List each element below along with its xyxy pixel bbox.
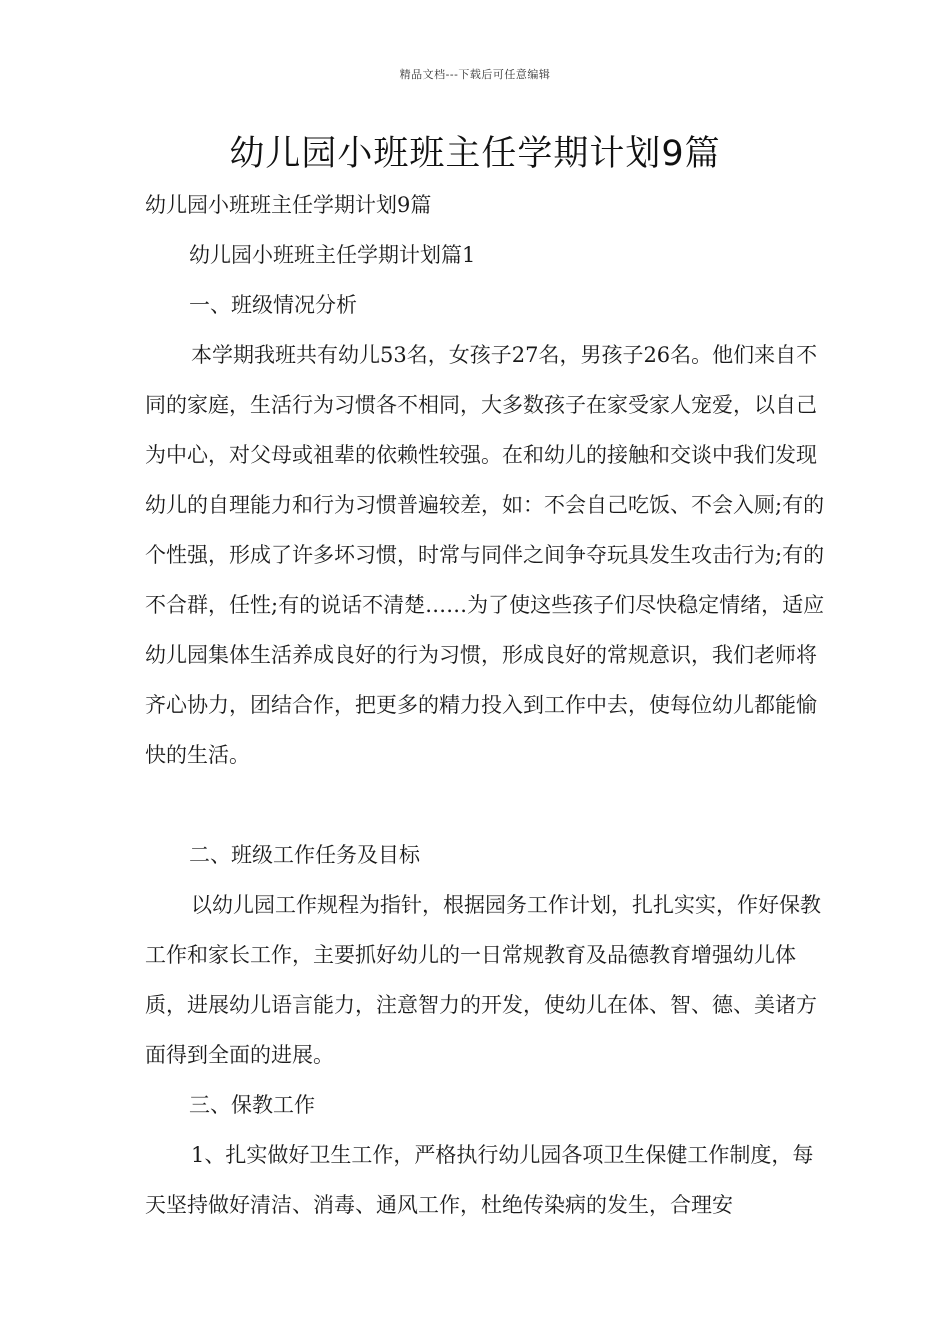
header-note: 精品文档---下载后可任意编辑 bbox=[399, 68, 551, 81]
document-title: 幼儿园小班班主任学期计划9篇 bbox=[229, 134, 721, 174]
section-paragraph-1: 本学期我班共有幼儿53名，女孩子27名，男孩子26名。他们来自不同的家庭，生活行为习惯各不相同，大多数孩子在家受家人宠爱，以自己为中心，对父母或祖辈的依赖性较强。在和幼儿的接触和交谈中我们发现幼儿的自理能力和行为习惯普遍较差，如：不会自己吃饭、不会入厕;有的个性强，形成了许多坏习惯，时常与同伴之间争夺玩具发生攻击行为;有的不合群，任性;有的说话不清楚……为了使这些孩子们尽快稳定情绪，适应幼儿园集体生活养成良好的行为习惯，形成良好的常规意识，我们老师将齐心协力，团结合作，把更多的精力投入到工作中去，使每位幼儿都能愉快的生活。 bbox=[145, 343, 825, 767]
document-subtitle: 幼儿园小班班主任学期计划9篇 bbox=[145, 193, 432, 217]
section-heading-3: 三、保教工作 bbox=[189, 1093, 315, 1117]
section-paragraph-2: 以幼儿园工作规程为指针，根据园务工作计划，扎扎实实，作好保教工作和家长工作，主要抓好幼儿的一日常规教育及品德教育增强幼儿体质，进展幼儿语言能力，注意智力的开发，使幼儿在体、智、德、美诸方面得到全面的进展。 bbox=[145, 893, 821, 1067]
section-heading-2: 二、班级工作任务及目标 bbox=[189, 843, 420, 867]
article-heading: 幼儿园小班班主任学期计划篇1 bbox=[189, 243, 476, 267]
document-body bbox=[145, 180, 830, 1230]
section-paragraph-3: 1、扎实做好卫生工作，严格执行幼儿园各项卫生保健工作制度，每天坚持做好清洁、消毒、通风工作，杜绝传染病的发生，合理安 bbox=[145, 1143, 814, 1217]
section-heading-1: 一、班级情况分析 bbox=[189, 293, 357, 317]
